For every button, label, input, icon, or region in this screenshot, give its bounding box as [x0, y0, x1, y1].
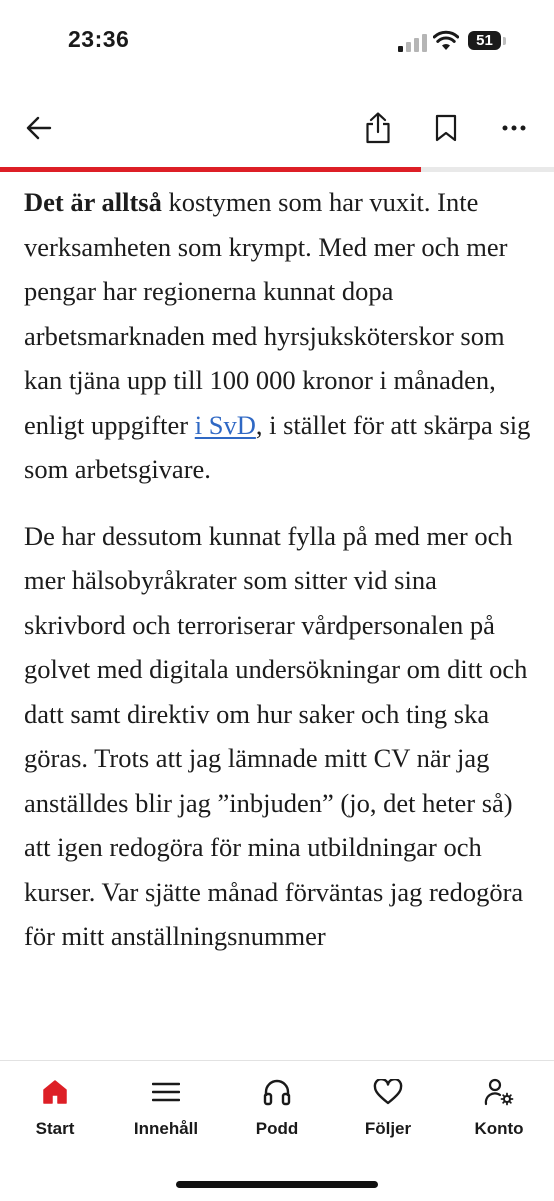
home-icon — [0, 1077, 110, 1107]
back-arrow-icon[interactable] — [17, 100, 61, 156]
share-icon[interactable] — [356, 100, 400, 156]
tab-foljer[interactable] — [333, 1077, 443, 1139]
battery-icon — [468, 31, 508, 52]
status-bar — [0, 0, 554, 86]
headphones-icon — [222, 1077, 332, 1107]
tab-label: Start — [35, 1119, 75, 1138]
tab-start[interactable] — [0, 1077, 110, 1139]
wifi-icon — [433, 30, 459, 52]
tab-innehall[interactable] — [111, 1077, 221, 1139]
more-icon[interactable] — [492, 100, 536, 156]
home-indicator — [176, 1181, 378, 1188]
tab-podd[interactable] — [222, 1077, 332, 1139]
article-body — [24, 180, 534, 1060]
status-time: 23:36 — [68, 26, 130, 52]
tab-label: Podd — [255, 1119, 299, 1138]
article-toolbar — [0, 100, 554, 160]
paragraph-text: kostymen som har vuxit. Inte verksamheten som krympt. Med mer och mer pengar har regionerna kunnat dopa arbetsmarknaden med hyrsjuksköterskor som kan tjäna upp till 100 000 kronor i månaden, enligt uppgifter — [24, 187, 508, 440]
tab-label: Konto — [474, 1119, 524, 1138]
reading-progress-fill — [0, 167, 421, 172]
heart-icon — [333, 1077, 443, 1107]
bottom-tab-bar — [0, 1060, 554, 1201]
svd-link[interactable]: i SvD — [194, 409, 256, 440]
paragraph-lead: Det är alltså — [24, 187, 162, 217]
account-settings-icon — [444, 1077, 554, 1107]
reading-progress-bar — [0, 167, 554, 172]
article-paragraph — [24, 180, 534, 492]
tab-konto[interactable] — [444, 1077, 554, 1139]
tab-label: Innehåll — [133, 1119, 199, 1138]
tab-label: Följer — [364, 1119, 412, 1138]
menu-icon — [111, 1077, 221, 1107]
battery-level: 51 — [468, 31, 501, 50]
cellular-signal-icon — [398, 34, 428, 52]
bookmark-icon[interactable] — [424, 100, 468, 156]
article-paragraph: De har dessutom kunnat fylla på med mer och mer hälsobyråkrater som sitter vid sina skrivbord och terroriserar vårdpersonalen på golvet med digitala undersökningar om ditt och datt samt direktiv om hur saker och ting ska göras. Trots att jag lämnade mitt CV när jag anställdes blir jag ”inbjuden” (jo, det heter så) att igen redogöra för mina utbildningar och kurser. Var sjätte månad förväntas jag redogöra för mitt anställningsnummer — [24, 520, 528, 951]
paragraph-text: , i stället för att skärpa sig som arbetsgivare. — [24, 409, 531, 484]
